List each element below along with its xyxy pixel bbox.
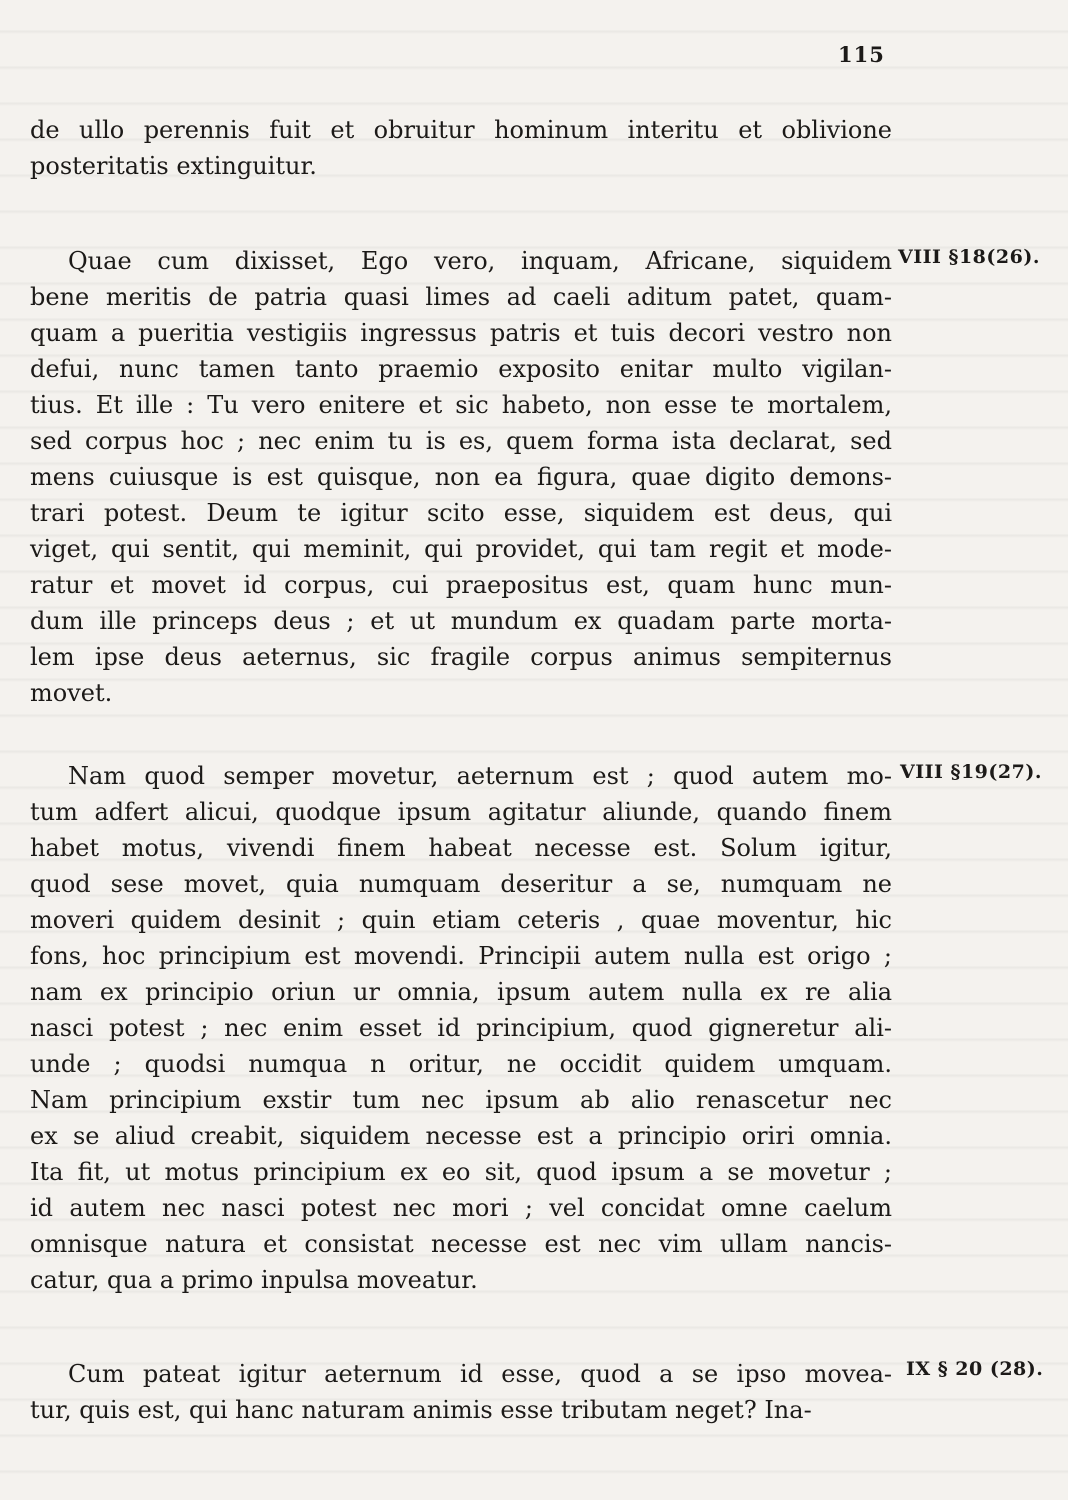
marginal-reference: VIII §19(27).	[900, 761, 1042, 783]
text-line: tum adfert alicui, quodque ipsum agitatur aliunde, quando finem	[30, 798, 892, 826]
text-line: nasci potest ; nec enim esset id principium, quod gigneretur ali-	[30, 1014, 892, 1042]
paragraph	[30, 1356, 892, 1428]
text-line: mens cuiusque is est quisque, non ea figura, quae digito demons-	[30, 463, 892, 491]
text-line: posteritatis extinguitur.	[30, 152, 317, 180]
text-line: tius. Et ille : Tu vero enitere et sic habeto, non esse te mortalem,	[30, 391, 892, 419]
text-line: dum ille princeps deus ; et ut mundum ex quadam parte morta-	[30, 607, 892, 635]
text-line: Cum pateat igitur aeternum id esse, quod a se ipso movea-	[68, 1360, 892, 1388]
text-line: defui, nunc tamen tanto praemio exposito enitar multo vigilan-	[30, 355, 892, 383]
text-line: trari potest. Deum te igitur scito esse, siquidem est deus, qui	[30, 499, 892, 527]
paragraph	[30, 243, 892, 711]
text-line: quam a pueritia vestigiis ingressus patris et tuis decori vestro non	[30, 319, 892, 347]
text-line: Ita fit, ut motus principium ex eo sit, quod ipsum a se movetur ;	[30, 1158, 892, 1186]
text-line: id autem nec nasci potest nec mori ; vel concidat omne caelum	[30, 1194, 892, 1222]
marginal-reference: VIII §18(26).	[898, 246, 1040, 268]
text-line: tur, quis est, qui hanc naturam animis esse tributam neget? Ina-	[30, 1396, 812, 1424]
text-line: moveri quidem desinit ; quin etiam ceteris , quae moventur, hic	[30, 906, 892, 934]
text-line: sed corpus hoc ; nec enim tu is es, quem forma ista declarat, sed	[30, 427, 892, 455]
text-line: unde ; quodsi numqua n oritur, ne occidit quidem umquam.	[30, 1050, 892, 1078]
text-line: movet.	[30, 679, 113, 707]
text-line: omnisque natura et consistat necesse est nec vim ullam nancis-	[30, 1230, 892, 1258]
text-line: Quae cum dixisset, Ego vero, inquam, Africane, siquidem	[68, 247, 892, 275]
text-line: habet motus, vivendi finem habeat necesse est. Solum igitur,	[30, 834, 892, 862]
text-line: catur, qua a primo inpulsa moveatur.	[30, 1266, 478, 1294]
text-line: Nam principium exstir tum nec ipsum ab alio renascetur nec	[30, 1086, 892, 1114]
text-line: bene meritis de patria quasi limes ad caeli aditum patet, quam-	[30, 283, 892, 311]
paragraph	[30, 112, 892, 184]
paragraph	[30, 758, 892, 1298]
text-line: nam ex principio oriun ur omnia, ipsum autem nulla ex re alia	[30, 978, 892, 1006]
text-line: de ullo perennis fuit et obruitur hominum interitu et oblivione	[30, 116, 892, 144]
text-line: ex se aliud creabit, siquidem necesse est a principio oriri omnia.	[30, 1122, 892, 1150]
text-line: viget, qui sentit, qui meminit, qui providet, qui tam regit et mode-	[30, 535, 892, 563]
text-line: Nam quod semper movetur, aeternum est ; quod autem mo-	[68, 762, 892, 790]
text-line: quod sese movet, quia numquam deseritur a se, numquam ne	[30, 870, 892, 898]
text-line: ratur et movet id corpus, cui praepositus est, quam hunc mun-	[30, 571, 892, 599]
marginal-reference: IX § 20 (28).	[906, 1358, 1044, 1380]
text-line: lem ipse deus aeternus, sic fragile corpus animus sempiternus	[30, 643, 892, 671]
page-number: 115	[838, 42, 885, 67]
text-line: fons, hoc principium est movendi. Principii autem nulla est origo ;	[30, 942, 892, 970]
